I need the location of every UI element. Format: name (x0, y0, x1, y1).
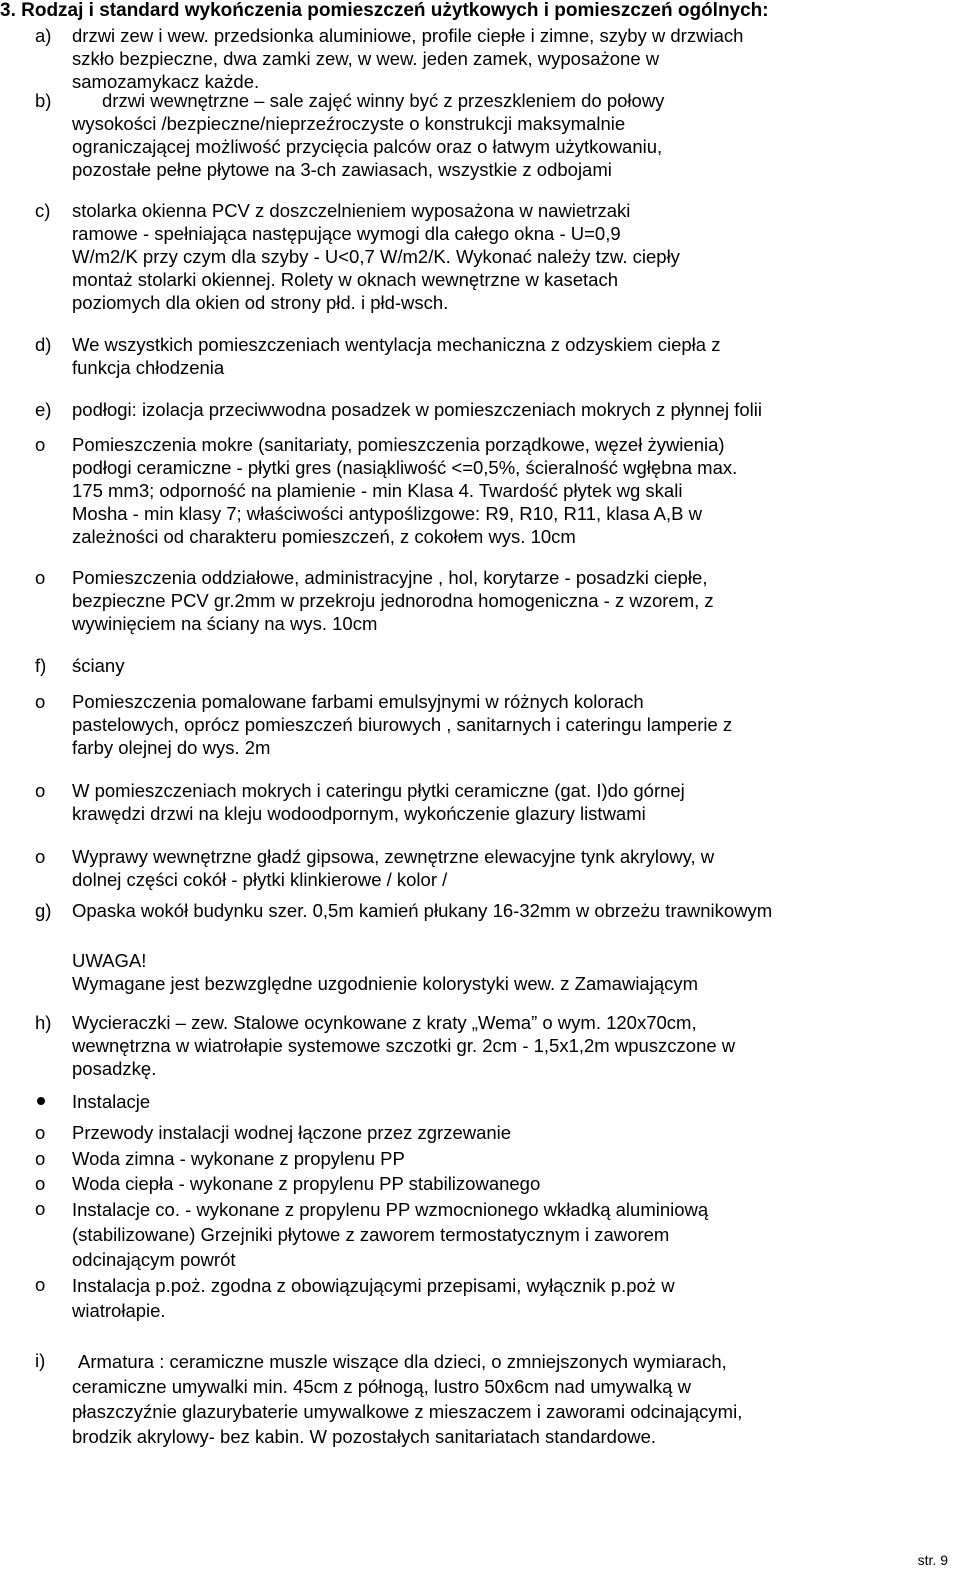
text-line: płaszczyźnie glazurybaterie umywalkowe z mieszaczem i zaworami odcinającymi, (72, 1401, 743, 1422)
text-line: wiatrołapie. (72, 1300, 166, 1321)
item-b (72, 89, 887, 181)
text-line: Pomieszczenia mokre (sanitariaty, pomieszczenia porządkowe, węzeł żywienia) (72, 434, 725, 455)
text-line: montaż stolarki okiennej. Rolety w oknach wewnętrzne w kasetach (72, 269, 619, 290)
item-h (72, 1011, 887, 1080)
text-line: dolnej części cokół - płytki klinkierowe / kolor / (72, 869, 448, 890)
section-heading: 3. Rodzaj i standard wykończenia pomieszczeń użytkowych i pomieszczeń ogólnych: (0, 0, 769, 21)
item-a (72, 24, 887, 93)
text-line: Wyprawy wewnętrzne gładź gipsowa, zewnętrzne elewacyjne tynk akrylowy, w (72, 846, 715, 867)
note-heading: UWAGA! (72, 950, 147, 971)
text-line: odcinającym powrót (72, 1249, 236, 1270)
text-line: Armatura : ceramiczne muszle wiszące dla dzieci, o zmniejszonych wymiarach, (78, 1351, 727, 1372)
item-e2 (72, 566, 887, 635)
item-marker-i: i) (35, 1350, 46, 1371)
sub-marker-i1: o (35, 1122, 46, 1143)
text-line: pozostałe pełne płytowe na 3-ch zawiasach, wszystkie z odbojami (72, 159, 612, 180)
text-line: farby olejnej do wys. 2m (72, 737, 271, 758)
text-line: poziomych dla okien od strony płd. i płd-wsch. (72, 292, 449, 313)
text-line: We wszystkich pomieszczeniach wentylacja mechaniczna z odzyskiem ciepła z (72, 334, 721, 355)
item-marker-e: e) (35, 399, 52, 420)
text-line: ograniczającej możliwość przycięcia palców oraz o łatwym użytkowaniu, (72, 136, 663, 157)
item-marker-a: a) (35, 25, 52, 46)
item-marker-d: d) (35, 334, 52, 355)
text-line: podłogi ceramiczne - płytki gres (nasiąkliwość <=0,5%, ścieralność wgłębna max. (72, 457, 738, 478)
sub-marker-f1: o (35, 691, 46, 712)
item-i3 (72, 1172, 887, 1195)
sub-marker-f3: o (35, 846, 46, 867)
text-line: Wycieraczki – zew. Stalowe ocynkowane z kraty „Wema” o wym. 120x70cm, (72, 1012, 697, 1033)
text-line: bezpieczne PCV gr.2mm w przekroju jednorodna homogeniczna - z wzorem, z (72, 590, 714, 611)
item-g (72, 899, 887, 922)
item-e (72, 398, 887, 421)
item-d (72, 333, 887, 379)
text-line: ceramiczne umywalki min. 45cm z półnogą, lustro 50x6cm nad umywalką w (72, 1376, 691, 1397)
text-line: Przewody instalacji wodnej łączone przez zgrzewanie (72, 1122, 512, 1143)
item-f (72, 654, 887, 677)
sub-marker-i4: o (35, 1198, 46, 1219)
item-f2 (72, 779, 887, 825)
text-line: pastelowych, oprócz pomieszczeń biurowych , sanitarnych i cateringu lamperie z (72, 714, 733, 735)
text-line: Opaska wokół budynku szer. 0,5m kamień płukany 16-32mm w obrzeżu trawnikowym (72, 900, 773, 921)
text-line: Woda ciepła - wykonane z propylenu PP stabilizowanego (72, 1173, 541, 1194)
text-line: drzwi zew i wew. przedsionka aluminiowe, profile ciepłe i zimne, szyby w drzwiach (72, 25, 744, 46)
text-line: Woda zimna - wykonane z propylenu PP (72, 1148, 405, 1169)
item-marker-g: g) (35, 900, 52, 921)
item-i1 (72, 1121, 887, 1144)
text-line: krawędzi drzwi na kleju wodoodpornym, wykończenie glazury listwami (72, 803, 646, 824)
sub-marker-e1: o (35, 434, 46, 455)
text-line: Instalacje (72, 1091, 151, 1112)
text-line: funkcja chłodzenia (72, 357, 225, 378)
text-line: wewnętrzna w wiatrołapie systemowe szczotki gr. 2cm - 1,5x1,2m wpuszczone w (72, 1035, 736, 1056)
text-line: 175 mm3; odporność na plamienie - min Klasa 4. Twardość płytek wg skali (72, 480, 683, 501)
text-line: samozamykacz każde. (72, 71, 260, 92)
text-line: brodzik akrylowy- bez kabin. W pozostałych sanitariatach standardowe. (72, 1426, 657, 1447)
text-line: zależności od charakteru pomieszczeń, z cokołem wys. 10cm (72, 526, 576, 547)
text-line: W pomieszczeniach mokrych i cateringu płytki ceramiczne (gat. I)do górnej (72, 780, 685, 801)
sub-marker-i2: o (35, 1148, 46, 1169)
text-line: wysokości /bezpieczne/nieprzeźroczyste o konstrukcji maksymalnie (72, 113, 626, 134)
item-e1 (72, 433, 887, 548)
text-line: Wymagane jest bezwzględne uzgodnienie kolorystyki wew. z Zamawiającym (72, 973, 699, 994)
item-i5 (72, 1273, 887, 1323)
text-line: drzwi wewnętrzne – sale zajęć winny być z przeszkleniem do połowy (102, 90, 665, 111)
sub-marker-f2: o (35, 780, 46, 801)
item-marker-h: h) (35, 1012, 52, 1033)
text-line: ramowe - spełniająca następujące wymogi dla całego okna - U=0,9 (72, 223, 621, 244)
item-instalacje (72, 1090, 887, 1113)
text-line: wywinięciem na ściany na wys. 10cm (72, 613, 378, 634)
item-i (72, 1349, 893, 1449)
item-marker-b: b) (35, 90, 52, 111)
text-line: Instalacje co. - wykonane z propylenu PP wzmocnionego wkładką aluminiową (72, 1199, 709, 1220)
text-line: stolarka okienna PCV z doszczelnieniem wyposażona w nawietrzaki (72, 200, 631, 221)
item-i4 (72, 1197, 887, 1272)
item-marker-c: c) (35, 200, 51, 221)
item-f1 (72, 690, 887, 759)
sub-marker-i3: o (35, 1173, 46, 1194)
text-line: Mosha - min klasy 7; właściwości antypoślizgowe: R9, R10, R11, klasa A,B w (72, 503, 702, 524)
text-line: Instalacja p.poż. zgodna z obowiązującymi przepisami, wyłącznik p.poż w (72, 1275, 675, 1296)
text-line: Pomieszczenia pomalowane farbami emulsyjnymi w różnych kolorach (72, 691, 644, 712)
text-line: (stabilizowane) Grzejniki płytowe z zaworem termostatycznym i zaworem (72, 1224, 670, 1245)
sub-marker-e2: o (35, 567, 46, 588)
note-block (72, 949, 887, 995)
text-line: ściany (72, 655, 125, 676)
text-line: W/m2/K przy czym dla szyby - U<0,7 W/m2/K. Wykonać należy tzw. ciepły (72, 246, 680, 267)
item-f3 (72, 845, 887, 891)
item-c (72, 199, 887, 314)
item-i2 (72, 1147, 887, 1170)
text-line: podłogi: izolacja przeciwwodna posadzek w pomieszczeniach mokrych z płynnej folii (72, 399, 762, 420)
page-number: str. 9 (917, 1552, 948, 1568)
text-line: posadzkę. (72, 1058, 157, 1079)
item-marker-f: f) (35, 655, 47, 676)
text-line: Pomieszczenia oddziałowe, administracyjne , hol, korytarze - posadzki ciepłe, (72, 567, 708, 588)
bullet-icon (37, 1097, 45, 1105)
sub-marker-i5: o (35, 1274, 46, 1295)
text-line: szkło bezpieczne, dwa zamki zew, w wew. jeden zamek, wyposażone w (72, 48, 660, 69)
